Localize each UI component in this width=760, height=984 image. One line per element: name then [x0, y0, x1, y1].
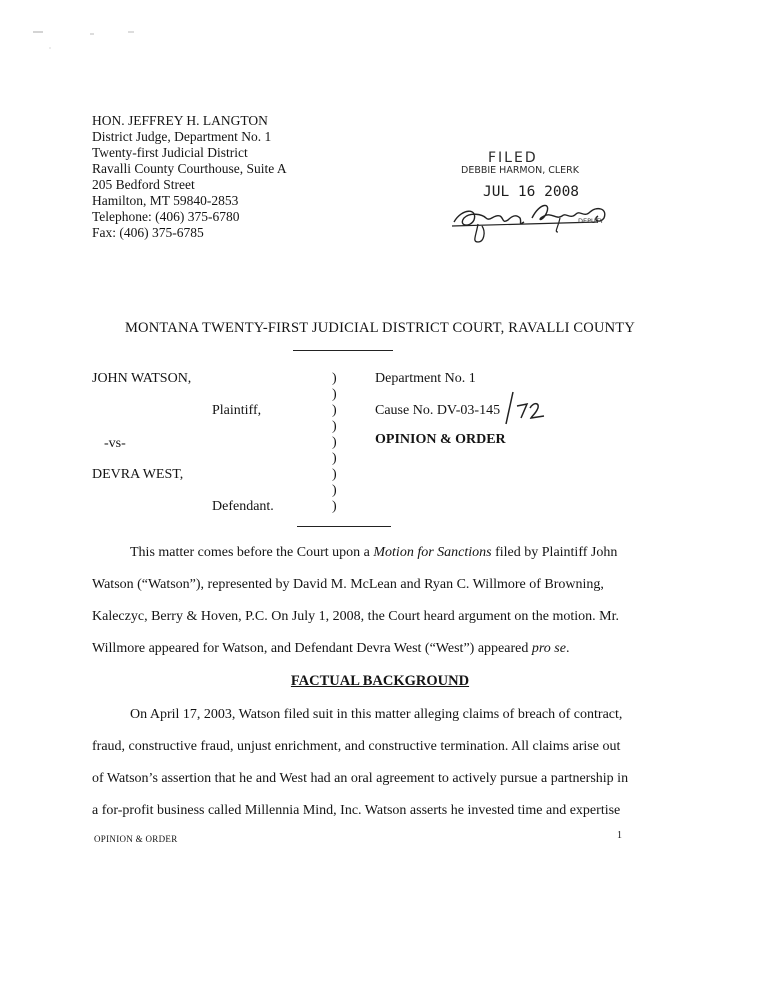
judge-name: HON. JEFFREY H. LANGTON [92, 113, 268, 128]
fax: Fax: (406) 375-6785 [92, 225, 204, 240]
intro-line-4 [92, 641, 569, 657]
caption-paren: ) [332, 419, 337, 434]
footer-label: OPINION & ORDER [94, 834, 178, 844]
defendant-role: Defendant. [212, 499, 274, 514]
intro-text: filed by Plaintiff John [491, 545, 618, 560]
filed-stamp-label: FILED [488, 150, 538, 166]
background-line-2: fraud, constructive fraud, unjust enrichment, and constructive termination. All claims arise out [92, 739, 621, 754]
section-heading: FACTUAL BACKGROUND [290, 673, 470, 689]
city-state-zip: Hamilton, MT 59840-2853 [92, 193, 239, 208]
telephone: Telephone: (406) 375-6780 [92, 209, 240, 224]
filed-stamp-deputy: DEPUTY [578, 217, 604, 225]
courthouse: Ravalli County Courthouse, Suite A [92, 161, 287, 176]
defendant-name: DEVRA WEST, [92, 467, 184, 482]
judge-district: Twenty-first Judicial District [92, 145, 248, 160]
caption-paren: ) [332, 499, 337, 514]
caption-paren: ) [332, 371, 337, 386]
intro-line-1 [130, 545, 617, 561]
filed-stamp-date: JUL 16 2008 [483, 184, 580, 200]
cause-number: Cause No. DV-03-145 [375, 403, 501, 418]
cause-handwritten-suffix [503, 388, 551, 428]
caption-paren: ) [332, 451, 337, 466]
pro-se: pro se [531, 641, 566, 656]
background-line-4: a for-profit business called Millennia Mind, Inc. Watson asserts he invested time and expertise [92, 803, 621, 818]
caption-paren: ) [332, 467, 337, 482]
judge-header-block [92, 113, 287, 241]
caption-paren: ) [332, 403, 337, 418]
filed-stamp-clerk: DEBBIE HARMON, CLERK [461, 165, 579, 176]
intro-text: This matter comes before the Court upon a [130, 545, 374, 560]
plaintiff-name: JOHN WATSON, [92, 371, 192, 386]
scan-specks [30, 28, 150, 58]
motion-title: Motion for Sanctions [373, 545, 492, 560]
intro-line-2: Watson (“Watson”), represented by David M. McLean and Ryan C. Willmore of Browning, [92, 577, 604, 592]
caption-paren: ) [332, 483, 337, 498]
caption-rule [297, 526, 391, 527]
intro-line-3: Kaleczyc, Berry & Hoven, P.C. On July 1, 2008, the Court heard argument on the motion. Mr. [92, 609, 619, 624]
document-title: OPINION & ORDER [375, 432, 506, 447]
street-address: 205 Bedford Street [92, 177, 195, 192]
court-title-rule [293, 350, 393, 351]
caption-paren: ) [332, 435, 337, 450]
intro-text: . [565, 641, 570, 656]
department-number: Department No. 1 [375, 371, 476, 386]
intro-text: Willmore appeared for Watson, and Defendant Devra West (“West”) appeared [92, 641, 532, 656]
court-title: MONTANA TWENTY-FIRST JUDICIAL DISTRICT COURT, RAVALLI COUNTY [124, 320, 636, 336]
background-line-1: On April 17, 2003, Watson filed suit in this matter alleging claims of breach of contract, [130, 707, 623, 722]
background-line-3: of Watson’s assertion that he and West had an oral agreement to actively pursue a partnership in [92, 771, 629, 786]
plaintiff-role: Plaintiff, [212, 403, 262, 418]
judge-title: District Judge, Department No. 1 [92, 129, 272, 144]
caption-paren: ) [332, 387, 337, 402]
versus-label: -vs- [104, 436, 126, 451]
page-number: 1 [617, 830, 622, 841]
